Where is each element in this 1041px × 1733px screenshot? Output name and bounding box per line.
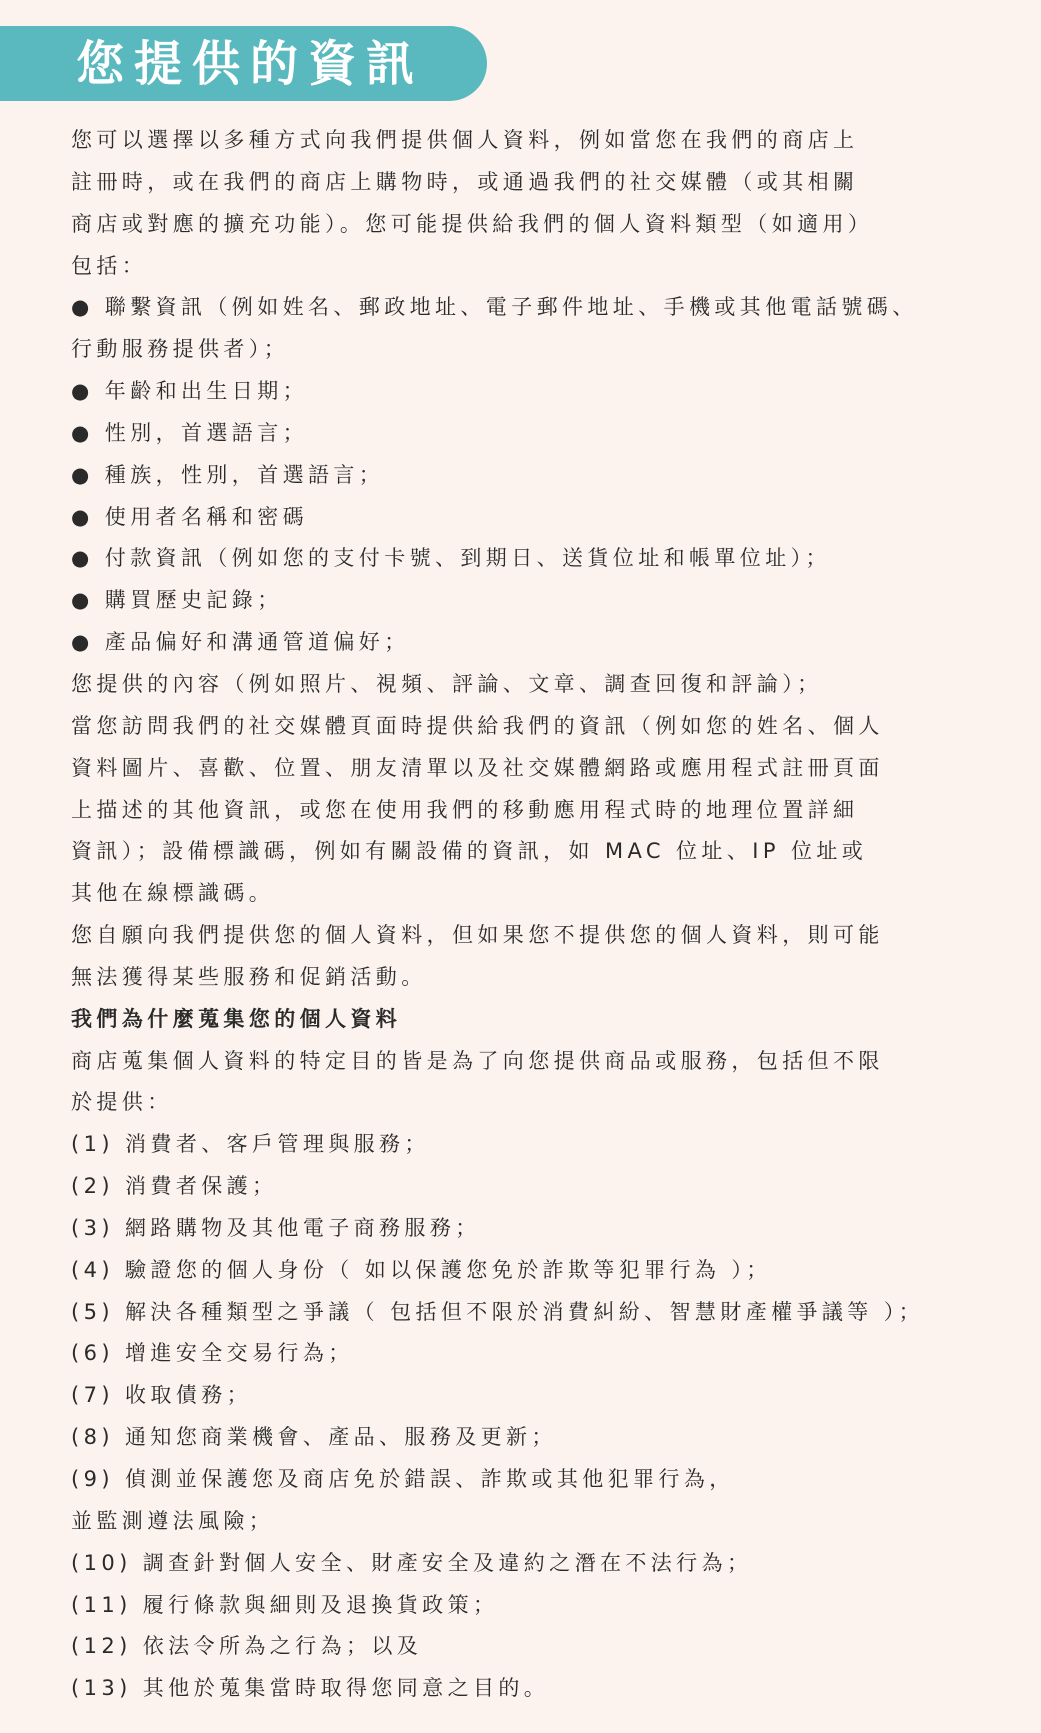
text-line: 其他在線標識碼。 xyxy=(71,881,275,906)
bullet-item: ● 種族，性別，首選語言； xyxy=(71,462,385,487)
bullet-item: ● 付款資訊（例如您的支付卡號、到期日、送貨位址和帳單位址）； xyxy=(71,546,831,571)
bullet-item: ● 使用者名稱和密碼 xyxy=(71,504,308,529)
purpose-item: (6) 增進安全交易行為； xyxy=(71,1341,354,1366)
text-line: 資料圖片、喜歡、位置、朋友清單以及社交媒體網路或應用程式註冊頁面 xyxy=(71,755,884,780)
policy-text xyxy=(71,120,1031,1710)
text-line: 您提供的內容（例如照片、視頻、評論、文章、調查回復和評論）； xyxy=(71,671,823,696)
purpose-item: (4) 驗證您的個人身份（ 如以保護您免於詐欺等犯罪行為 ）； xyxy=(71,1257,772,1282)
purpose-item: (12) 依法令所為之行為；以及 xyxy=(71,1634,423,1659)
purpose-item: (3) 網路購物及其他電子商務服務； xyxy=(71,1215,481,1240)
text-line: 於提供： xyxy=(71,1090,173,1115)
purpose-item: (8) 通知您商業機會、產品、服務及更新； xyxy=(71,1425,557,1450)
page-title: 您提供的資訊 xyxy=(76,36,425,92)
text-line: 當您訪問我們的社交媒體頁面時提供給我們的資訊（例如您的姓名、個人 xyxy=(71,713,884,738)
section-heading: 我們為什麼蒐集您的個人資料 xyxy=(71,1006,402,1031)
purpose-item: (10) 調查針對個人安全、財產安全及違約之潛在不法行為； xyxy=(71,1550,753,1575)
bullet-item: ● 年齡和出生日期； xyxy=(71,379,308,404)
purpose-item: (5) 解決各種類型之爭議（ 包括但不限於消費糾紛、智慧財產權爭議等 ）； xyxy=(71,1299,925,1324)
bullet-item: ● 聯繫資訊（例如姓名、郵政地址、電子郵件地址、手機或其他電話號碼、 xyxy=(71,295,918,320)
purpose-item: (1) 消費者、客戶管理與服務； xyxy=(71,1132,430,1157)
text-line: 您可以選擇以多種方式向我們提供個人資料，例如當您在我們的商店上 xyxy=(71,128,859,152)
purpose-item: (13) 其他於蒐集當時取得您同意之目的。 xyxy=(71,1676,550,1701)
bullet-item: ● 產品偏好和溝通管道偏好； xyxy=(71,630,410,655)
text-line: 行動服務提供者）； xyxy=(71,337,290,362)
text-line: 商店蒐集個人資料的特定目的皆是為了向您提供商品或服務，包括但不限 xyxy=(71,1048,884,1073)
text-line: 資訊）；設備標識碼，例如有關設備的資訊，如 MAC 位址、IP 位址或 xyxy=(71,839,868,864)
text-line: 註冊時，或在我們的商店上購物時，或通過我們的社交媒體（或其相關 xyxy=(71,169,859,194)
text-line: 無法獲得某些服務和促銷活動。 xyxy=(71,964,427,989)
text-line: 上描述的其他資訊，或您在使用我們的移動應用程式時的地理位置詳細 xyxy=(71,797,859,822)
text-line: 商店或對應的擴充功能）。您可能提供給我們的個人資料類型（如適用） xyxy=(71,211,874,236)
text-line: 您自願向我們提供您的個人資料，但如果您不提供您的個人資料，則可能 xyxy=(71,923,884,948)
text-line: 並監測遵法風險； xyxy=(71,1508,275,1533)
text-line: 包括： xyxy=(71,253,148,278)
bullet-item: ● 購買歷史記錄； xyxy=(71,588,283,613)
purpose-item: (9) 偵測並保護您及商店免於錯誤、詐欺或其他犯罪行為， xyxy=(71,1467,735,1491)
purpose-item: (2) 消費者保護； xyxy=(71,1174,278,1199)
purpose-item: (11) 履行條款與細則及退換貨政策； xyxy=(71,1592,499,1617)
bullet-item: ● 性別，首選語言； xyxy=(71,420,308,445)
purpose-item: (7) 收取債務； xyxy=(71,1383,253,1408)
